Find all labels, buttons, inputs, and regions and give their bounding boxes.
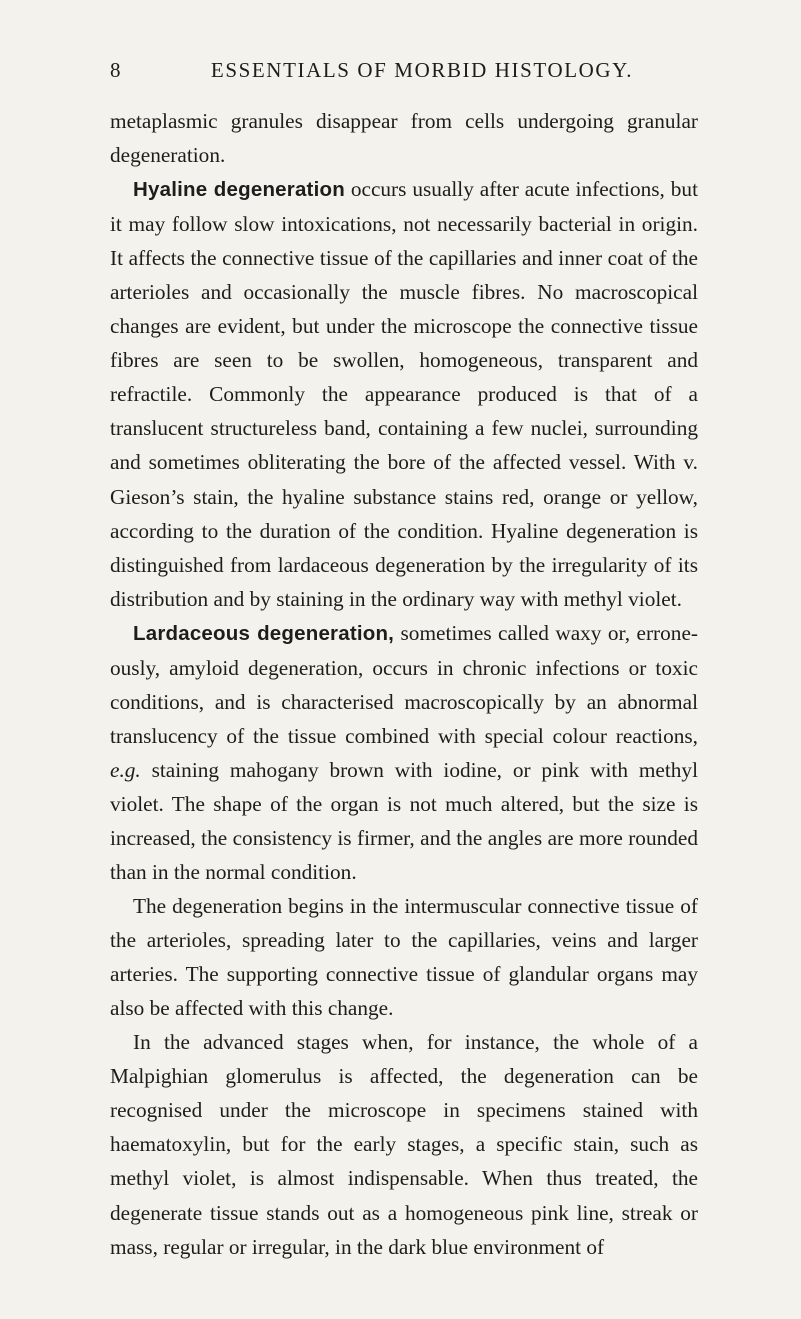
- body-text: [110, 104, 698, 1264]
- paragraph-text: metaplasmic granules disappear from cells undergoing granular degeneration.: [110, 109, 698, 168]
- paragraph-text: The degeneration begins in the intermuscular connective tissue of the arterioles, spreading later to the capillaries, veins and larger arteries. The supporting connective tissue of glandular organs may also be affected with this change.: [110, 894, 698, 1021]
- paragraph-degeneration-begins: [110, 889, 698, 1025]
- page-header: [110, 58, 698, 88]
- page-number: 8: [110, 58, 123, 82]
- paragraph-continuation: [110, 104, 698, 172]
- paragraph-advanced-stages: [110, 1025, 698, 1263]
- italic-eg: e.g.: [110, 757, 141, 782]
- paragraph-text: In the advanced stages when, for instance, the whole of a Malpighian glomerulus is affected, the degeneration can be recognised under the microscope in specimens stained with haematoxylin, but for the early stages, a specific stain, such as methyl violet, is almost indispensable. When thus treated, the degenerate tissue stands out as a homogeneous pink line, streak or mass, regular or irregular, in the dark blue environment of: [110, 1030, 698, 1259]
- paragraph-text: sometimes called waxy or, erroneously, amyloid degeneration, occurs in chronic infections or toxic conditions, and is characterised macroscopically by an abnormal translucency of the tissue combined with special colour reactions,: [110, 620, 698, 748]
- paragraph-lardaceous-degeneration: [110, 616, 698, 889]
- paragraph-text: staining mahogany brown with iodine, or pink with methyl violet. The shape of the organ is not much altered, but the size is increased, the consistency is firmer, and the angles are more rounded than in the normal condition.: [110, 757, 698, 885]
- section-heading-lardaceous: Lardaceous degeneration,: [133, 621, 395, 645]
- paragraph-hyaline-degeneration: [110, 172, 698, 616]
- running-title: ESSENTIALS OF MORBID HISTOLOGY.: [210, 58, 634, 82]
- section-heading-hyaline: Hyaline degeneration: [133, 178, 345, 202]
- paragraph-text: occurs usually after acute infections, but it may follow slow intoxications, not necessarily bacterial in origin. It affects the connective tissue of the capillaries and inner coat of the arterioles and occasionally the muscle fibres. No macroscopical changes are evident, but under the microscope the connective tissue fibres are seen to be swollen, homogeneous, transparent and refractile. Commonly the appearance produced is that of a translucent structureless band, containing a few nuclei, surrounding and sometimes obliterating the bore of the affected vessel. With v. Gieson’s stain, the hyaline substance stains red, orange or yellow, according to the duration of the condition. Hyaline degeneration is distinguished from lardaceous degeneration by the irregularity of its distribution and by staining in the ordinary way with methyl violet.: [110, 177, 698, 611]
